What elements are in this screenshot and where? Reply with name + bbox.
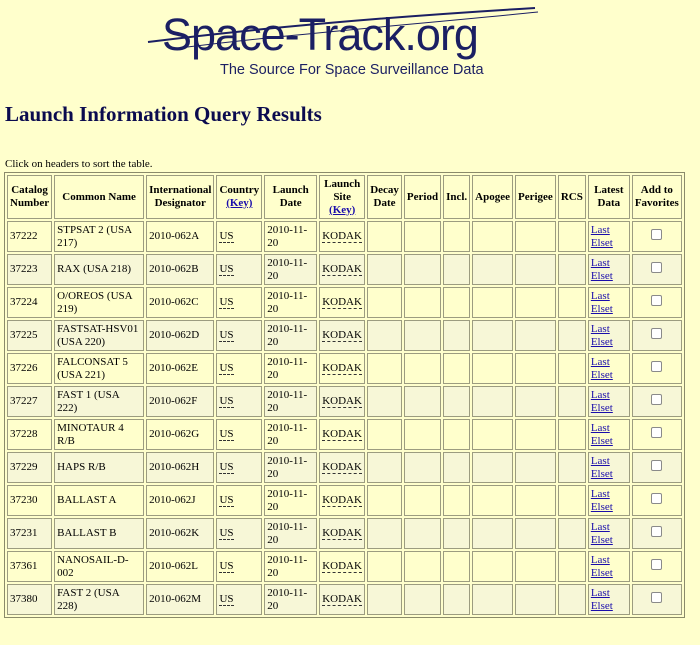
decay-date-cell: [367, 221, 402, 252]
launch-site-cell: [319, 518, 365, 549]
table-row: [7, 320, 682, 351]
country-abbr[interactable]: US: [219, 362, 234, 374]
country-key-link[interactable]: (Key): [226, 197, 253, 209]
favorites-cell: [632, 287, 682, 318]
period-cell: [404, 386, 441, 417]
favorites-cell: [632, 518, 682, 549]
favorites-cell: [632, 584, 682, 615]
logo-tagline: The Source For Space Surveillance Data: [220, 62, 484, 78]
latest-data-cell: [588, 386, 630, 417]
last-link[interactable]: Last: [590, 355, 610, 368]
latest-data-cell: [588, 518, 630, 549]
catalog-number-cell: 37226: [7, 353, 52, 384]
common-name-cell: O/OREOS (USA 219): [54, 287, 144, 318]
last-link[interactable]: Last: [590, 586, 610, 599]
perigee-cell: [515, 254, 556, 285]
decay-date-cell: [367, 254, 402, 285]
launch-site-abbr[interactable]: KODAK: [322, 494, 362, 506]
country-abbr[interactable]: US: [219, 329, 234, 341]
favorite-checkbox[interactable]: [651, 295, 662, 306]
header-intl-designator[interactable]: International Designator: [146, 175, 214, 219]
common-name-cell: BALLAST B: [54, 518, 144, 549]
incl-cell: [443, 419, 470, 450]
decay-date-cell: [367, 551, 402, 582]
header-apogee[interactable]: Apogee: [472, 175, 513, 219]
elset-link[interactable]: Elset: [590, 236, 613, 249]
designator-cell: 2010-062J: [146, 485, 214, 516]
designator-cell: 2010-062G: [146, 419, 214, 450]
logo-title: Space-Track.org: [162, 9, 478, 60]
launch-site-abbr[interactable]: KODAK: [322, 230, 362, 242]
country-abbr[interactable]: US: [219, 263, 234, 275]
header-latest-data: Latest Data: [588, 175, 630, 219]
launch-date-cell: 2010-11-20: [264, 221, 317, 252]
common-name-cell: FAST 1 (USA 222): [54, 386, 144, 417]
launch-date-cell: 2010-11-20: [264, 320, 317, 351]
elset-link[interactable]: Elset: [590, 533, 613, 546]
apogee-cell: [472, 386, 513, 417]
period-cell: [404, 287, 441, 318]
common-name-cell: FALCONSAT 5 (USA 221): [54, 353, 144, 384]
header-row: [7, 175, 682, 219]
country-cell: [216, 254, 262, 285]
rcs-cell: [558, 419, 586, 450]
incl-cell: [443, 254, 470, 285]
designator-cell: 2010-062A: [146, 221, 214, 252]
incl-cell: [443, 485, 470, 516]
launch-site-abbr[interactable]: KODAK: [322, 395, 362, 407]
incl-cell: [443, 320, 470, 351]
country-abbr[interactable]: US: [219, 296, 234, 308]
header-catalog-number[interactable]: Catalog Number: [7, 175, 52, 219]
rcs-cell: [558, 287, 586, 318]
country-cell: [216, 386, 262, 417]
designator-cell: 2010-062H: [146, 452, 214, 483]
designator-cell: 2010-062L: [146, 551, 214, 582]
latest-data-cell: [588, 584, 630, 615]
decay-date-cell: [367, 584, 402, 615]
period-cell: [404, 254, 441, 285]
common-name-cell: STPSAT 2 (USA 217): [54, 221, 144, 252]
launch-site-abbr[interactable]: KODAK: [322, 593, 362, 605]
table-row: [7, 287, 682, 318]
favorites-cell: [632, 551, 682, 582]
common-name-cell: RAX (USA 218): [54, 254, 144, 285]
perigee-cell: [515, 221, 556, 252]
launch-site-abbr[interactable]: KODAK: [322, 263, 362, 275]
launch-site-cell: [319, 485, 365, 516]
apogee-cell: [472, 287, 513, 318]
country-abbr[interactable]: US: [219, 527, 234, 539]
table-row: [7, 353, 682, 384]
rcs-cell: [558, 518, 586, 549]
launch-site-abbr[interactable]: KODAK: [322, 461, 362, 473]
period-cell: [404, 584, 441, 615]
favorite-checkbox[interactable]: [651, 427, 662, 438]
launch-site-cell: [319, 452, 365, 483]
latest-data-cell: [588, 551, 630, 582]
table-row: [7, 584, 682, 615]
perigee-cell: [515, 485, 556, 516]
apogee-cell: [472, 419, 513, 450]
country-cell: [216, 551, 262, 582]
elset-link[interactable]: Elset: [590, 401, 613, 414]
last-link[interactable]: Last: [590, 487, 610, 500]
country-abbr[interactable]: US: [219, 494, 234, 506]
header-incl[interactable]: Incl.: [443, 175, 470, 219]
period-cell: [404, 221, 441, 252]
favorite-checkbox[interactable]: [651, 229, 662, 240]
favorite-checkbox[interactable]: [651, 361, 662, 372]
perigee-cell: [515, 584, 556, 615]
launch-date-cell: 2010-11-20: [264, 485, 317, 516]
table-row: [7, 452, 682, 483]
table-row: [7, 386, 682, 417]
rcs-cell: [558, 386, 586, 417]
period-cell: [404, 419, 441, 450]
decay-date-cell: [367, 320, 402, 351]
rcs-cell: [558, 221, 586, 252]
elset-link[interactable]: Elset: [590, 302, 613, 315]
decay-date-cell: [367, 353, 402, 384]
favorite-checkbox[interactable]: [651, 493, 662, 504]
launch-date-cell: 2010-11-20: [264, 419, 317, 450]
catalog-number-cell: 37227: [7, 386, 52, 417]
perigee-cell: [515, 452, 556, 483]
favorite-checkbox[interactable]: [651, 559, 662, 570]
elset-link[interactable]: Elset: [590, 599, 613, 612]
table-row: [7, 485, 682, 516]
launch-site-cell: [319, 551, 365, 582]
header-launch-date[interactable]: Launch Date: [264, 175, 317, 219]
launch-site-cell: [319, 419, 365, 450]
favorites-cell: [632, 386, 682, 417]
results-table: [4, 172, 685, 618]
period-cell: [404, 551, 441, 582]
catalog-number-cell: 37229: [7, 452, 52, 483]
header-perigee[interactable]: Perigee: [515, 175, 556, 219]
launch-date-cell: 2010-11-20: [264, 254, 317, 285]
last-link[interactable]: Last: [590, 388, 610, 401]
elset-link[interactable]: Elset: [590, 269, 613, 282]
latest-data-cell: [588, 254, 630, 285]
table-row: [7, 518, 682, 549]
decay-date-cell: [367, 485, 402, 516]
launch-site-abbr[interactable]: KODAK: [322, 329, 362, 341]
period-cell: [404, 353, 441, 384]
designator-cell: 2010-062E: [146, 353, 214, 384]
country-cell: [216, 353, 262, 384]
country-abbr[interactable]: US: [219, 461, 234, 473]
elset-link[interactable]: Elset: [590, 566, 613, 579]
common-name-cell: FASTSAT-HSV01 (USA 220): [54, 320, 144, 351]
last-link[interactable]: Last: [590, 256, 610, 269]
latest-data-cell: [588, 419, 630, 450]
country-cell: [216, 221, 262, 252]
catalog-number-cell: 37230: [7, 485, 52, 516]
launch-date-cell: 2010-11-20: [264, 518, 317, 549]
favorite-checkbox[interactable]: [651, 262, 662, 273]
header-launch-site[interactable]: Launch Site (Key): [319, 175, 365, 219]
favorites-cell: [632, 254, 682, 285]
period-cell: [404, 485, 441, 516]
latest-data-cell: [588, 221, 630, 252]
elset-link[interactable]: Elset: [590, 335, 613, 348]
last-link[interactable]: Last: [590, 289, 610, 302]
header-decay-date[interactable]: Decay Date: [367, 175, 402, 219]
launch-site-key-link[interactable]: (Key): [329, 203, 356, 216]
perigee-cell: [515, 419, 556, 450]
country-cell: [216, 485, 262, 516]
common-name-cell: NANOSAIL-D-002: [54, 551, 144, 582]
incl-cell: [443, 221, 470, 252]
apogee-cell: [472, 584, 513, 615]
catalog-number-cell: 37380: [7, 584, 52, 615]
launch-date-cell: 2010-11-20: [264, 551, 317, 582]
launch-site-abbr[interactable]: KODAK: [322, 296, 362, 308]
favorite-checkbox[interactable]: [651, 526, 662, 537]
decay-date-cell: [367, 386, 402, 417]
launch-site-abbr[interactable]: KODAK: [322, 362, 362, 374]
rcs-cell: [558, 485, 586, 516]
latest-data-cell: [588, 485, 630, 516]
apogee-cell: [472, 353, 513, 384]
catalog-number-cell: 37225: [7, 320, 52, 351]
elset-link[interactable]: Elset: [590, 434, 613, 447]
apogee-cell: [472, 518, 513, 549]
rcs-cell: [558, 452, 586, 483]
last-link[interactable]: Last: [590, 454, 610, 467]
sort-instructions: Click on headers to sort the table.: [5, 158, 153, 170]
table-row: [7, 221, 682, 252]
incl-cell: [443, 287, 470, 318]
table-row: [7, 551, 682, 582]
catalog-number-cell: 37231: [7, 518, 52, 549]
incl-cell: [443, 518, 470, 549]
elset-link[interactable]: Elset: [590, 500, 613, 513]
incl-cell: [443, 551, 470, 582]
launch-date-cell: 2010-11-20: [264, 386, 317, 417]
table-row: [7, 254, 682, 285]
country-cell: [216, 287, 262, 318]
favorite-checkbox[interactable]: [651, 592, 662, 603]
apogee-cell: [472, 254, 513, 285]
perigee-cell: [515, 320, 556, 351]
favorite-checkbox[interactable]: [651, 328, 662, 339]
country-cell: [216, 452, 262, 483]
apogee-cell: [472, 551, 513, 582]
latest-data-cell: [588, 320, 630, 351]
country-cell: [216, 320, 262, 351]
rcs-cell: [558, 584, 586, 615]
incl-cell: [443, 452, 470, 483]
latest-data-cell: [588, 353, 630, 384]
elset-link[interactable]: Elset: [590, 368, 613, 381]
period-cell: [404, 452, 441, 483]
launch-date-cell: 2010-11-20: [264, 452, 317, 483]
last-link[interactable]: Last: [590, 322, 610, 335]
launch-site-cell: [319, 254, 365, 285]
apogee-cell: [472, 320, 513, 351]
incl-cell: [443, 584, 470, 615]
perigee-cell: [515, 551, 556, 582]
country-abbr[interactable]: US: [219, 230, 234, 242]
latest-data-cell: [588, 287, 630, 318]
country-abbr[interactable]: US: [219, 560, 234, 572]
common-name-cell: BALLAST A: [54, 485, 144, 516]
perigee-cell: [515, 353, 556, 384]
page-title: Launch Information Query Results: [5, 102, 322, 126]
launch-site-cell: [319, 221, 365, 252]
decay-date-cell: [367, 419, 402, 450]
country-cell: [216, 518, 262, 549]
period-cell: [404, 518, 441, 549]
table-row: [7, 419, 682, 450]
designator-cell: 2010-062D: [146, 320, 214, 351]
site-logo[interactable]: [140, 4, 550, 84]
decay-date-cell: [367, 518, 402, 549]
common-name-cell: MINOTAUR 4 R/B: [54, 419, 144, 450]
designator-cell: 2010-062K: [146, 518, 214, 549]
designator-cell: 2010-062C: [146, 287, 214, 318]
favorite-checkbox[interactable]: [651, 394, 662, 405]
catalog-number-cell: 37361: [7, 551, 52, 582]
launch-site-abbr[interactable]: KODAK: [322, 527, 362, 539]
favorite-checkbox[interactable]: [651, 460, 662, 471]
favorites-cell: [632, 419, 682, 450]
common-name-cell: HAPS R/B: [54, 452, 144, 483]
catalog-number-cell: 37228: [7, 419, 52, 450]
catalog-number-cell: 37224: [7, 287, 52, 318]
country-abbr[interactable]: US: [219, 395, 234, 407]
rcs-cell: [558, 353, 586, 384]
perigee-cell: [515, 386, 556, 417]
launch-site-cell: [319, 353, 365, 384]
decay-date-cell: [367, 452, 402, 483]
designator-cell: 2010-062M: [146, 584, 214, 615]
country-abbr[interactable]: US: [219, 428, 234, 440]
last-link[interactable]: Last: [590, 223, 610, 236]
header-period[interactable]: Period: [404, 175, 441, 219]
last-link[interactable]: Last: [590, 421, 610, 434]
header-add-to-favorites: Add to Favorites: [632, 175, 682, 219]
favorites-cell: [632, 221, 682, 252]
designator-cell: 2010-062F: [146, 386, 214, 417]
last-link[interactable]: Last: [590, 553, 610, 566]
elset-link[interactable]: Elset: [590, 467, 613, 480]
rcs-cell: [558, 254, 586, 285]
header-rcs[interactable]: RCS: [558, 175, 586, 219]
rcs-cell: [558, 320, 586, 351]
apogee-cell: [472, 452, 513, 483]
country-cell: [216, 584, 262, 615]
common-name-cell: FAST 2 (USA 228): [54, 584, 144, 615]
launch-site-cell: [319, 386, 365, 417]
period-cell: [404, 320, 441, 351]
last-link[interactable]: Last: [590, 520, 610, 533]
catalog-number-cell: 37223: [7, 254, 52, 285]
catalog-number-cell: 37222: [7, 221, 52, 252]
rcs-cell: [558, 551, 586, 582]
favorites-cell: [632, 485, 682, 516]
launch-date-cell: 2010-11-20: [264, 287, 317, 318]
favorites-cell: [632, 320, 682, 351]
country-abbr[interactable]: US: [219, 593, 234, 605]
designator-cell: 2010-062B: [146, 254, 214, 285]
incl-cell: [443, 386, 470, 417]
decay-date-cell: [367, 287, 402, 318]
perigee-cell: [515, 287, 556, 318]
launch-site-abbr[interactable]: KODAK: [322, 560, 362, 572]
header-country[interactable]: Country (Key): [216, 175, 262, 219]
launch-site-cell: [319, 287, 365, 318]
perigee-cell: [515, 518, 556, 549]
header-common-name[interactable]: Common Name: [54, 175, 144, 219]
favorites-cell: [632, 353, 682, 384]
incl-cell: [443, 353, 470, 384]
favorites-cell: [632, 452, 682, 483]
latest-data-cell: [588, 452, 630, 483]
launch-site-cell: [319, 320, 365, 351]
country-cell: [216, 419, 262, 450]
launch-site-abbr[interactable]: KODAK: [322, 428, 362, 440]
apogee-cell: [472, 221, 513, 252]
launch-date-cell: 2010-11-20: [264, 353, 317, 384]
apogee-cell: [472, 485, 513, 516]
launch-date-cell: 2010-11-20: [264, 584, 317, 615]
launch-site-cell: [319, 584, 365, 615]
